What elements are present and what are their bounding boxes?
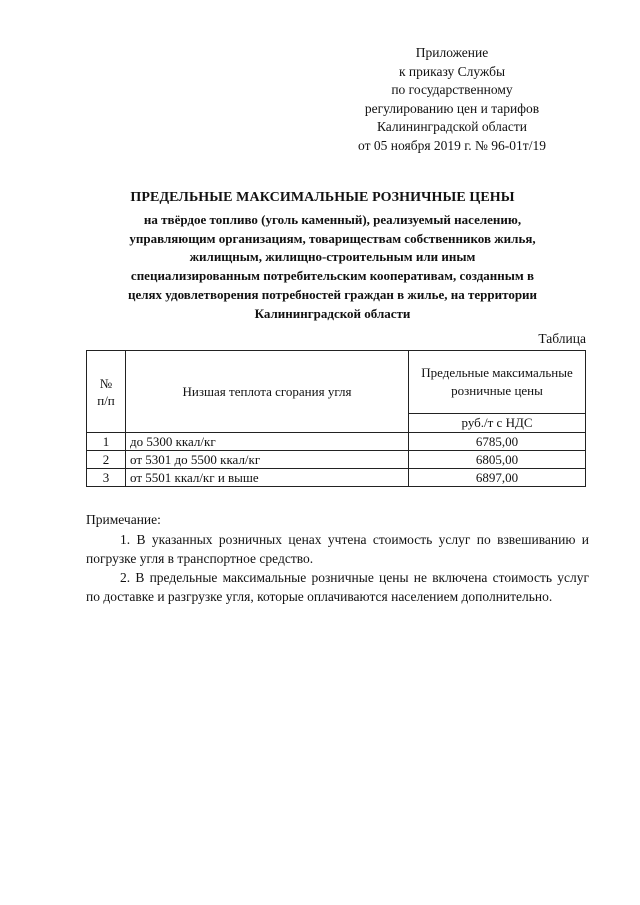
appendix-line: Приложение: [415, 45, 489, 60]
table-label: Таблица: [538, 331, 586, 346]
table-row: [87, 451, 586, 469]
table-header-row: [87, 351, 586, 414]
row-calorific-value: от 5301 до 5500 ккал/кг: [126, 451, 409, 469]
header-number-symbol: №: [99, 375, 113, 391]
table-row: [87, 433, 586, 451]
header-number: [87, 351, 126, 433]
appendix-line: по государственному: [391, 82, 513, 98]
notes-section: [86, 510, 589, 606]
subtitle-line: специализированным потребительским кооперативам, созданным в: [130, 268, 535, 284]
subtitle-line: целях удовлетворения потребностей граждан в жилье, на территории: [127, 286, 538, 302]
header-price-line: Предельные максимальные: [421, 365, 573, 380]
note-item: 2. В предельные максимальные розничные цены не включена стоимость услуг по доставке и разгрузке угля, которые оплачиваются населением дополнительно.: [86, 570, 589, 604]
appendix-header: [322, 44, 582, 156]
appendix-line: регулированию цен и тарифов: [364, 100, 540, 116]
notes-title: Примечание:: [86, 512, 161, 527]
note-item: 1. В указанных розничных ценах учтена стоимость услуг по взвешиванию и погрузке угля в транспортное средство.: [86, 532, 589, 566]
row-price: 6897,00: [409, 469, 586, 487]
header-unit: руб./т с НДС: [409, 414, 586, 433]
price-table: [86, 350, 586, 487]
subtitle-line: Калининградской области: [254, 305, 411, 321]
document-title: ПРЕДЕЛЬНЫЕ МАКСИМАЛЬНЫЕ РОЗНИЧНЫЕ ЦЕНЫ: [130, 190, 515, 205]
row-price: 6805,00: [409, 451, 586, 469]
document-subtitle: [80, 211, 585, 323]
appendix-line: от 05 ноября 2019 г. № 96-01т/19: [358, 137, 546, 153]
row-calorific-value: от 5501 ккал/кг и выше: [126, 469, 409, 487]
row-price: 6785,00: [409, 433, 586, 451]
row-number: 3: [87, 469, 126, 487]
subtitle-line: на твёрдое топливо (уголь каменный), реализуемый населению,: [143, 212, 522, 227]
header-calorific-value: Низшая теплота сгорания угля: [126, 351, 409, 433]
header-number-abbr: п/п: [97, 392, 115, 408]
row-calorific-value: до 5300 ккал/кг: [126, 433, 409, 451]
appendix-line: Калининградской области: [376, 119, 528, 135]
table-row: [87, 469, 586, 487]
row-number: 2: [87, 451, 126, 469]
appendix-line: к приказу Службы: [398, 63, 506, 79]
subtitle-line: жилищным, жилищно-строительным или иным: [189, 249, 476, 265]
row-number: 1: [87, 433, 126, 451]
subtitle-line: управляющим организациям, товариществам собственников жилья,: [129, 230, 536, 246]
header-price-line: розничные цены: [451, 383, 543, 398]
header-price: [409, 351, 586, 414]
